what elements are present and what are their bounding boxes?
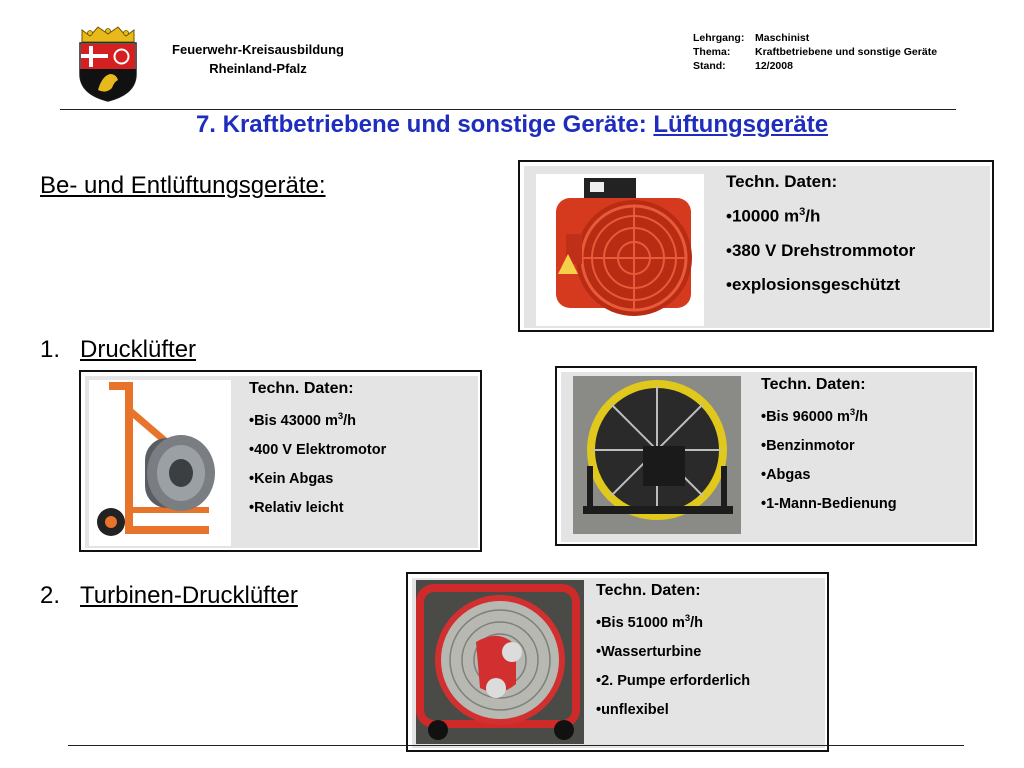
section-subheading: Be- und Entlüftungsgeräte: [40,172,326,199]
spec-item: •Kein Abgas [249,470,334,487]
spec-list [596,582,750,731]
spec-heading: Techn. Daten: [726,172,838,191]
footer-divider [68,745,964,746]
spec-item: •Wasserturbine [596,643,702,660]
spec-box-explosion-proof [518,160,994,332]
list-label: Drucklüfter [80,336,197,363]
list-label: Turbinen-Drucklüfter [80,582,298,609]
spec-heading: Techn. Daten: [761,376,866,393]
spec-item: •400 V Elektromotor [249,441,387,458]
list-item-pressure-fan [40,336,196,364]
spec-item: •explosionsgeschützt [726,274,901,294]
spec-box-petrol-fan [555,366,977,546]
rheinland-pfalz-crest-icon [76,24,140,102]
meta-key: Stand: [693,60,726,72]
spec-item: •unflexibel [596,701,669,718]
list-number: 2. [40,582,61,609]
spec-item: •10000 $m^3/h$ [726,206,821,226]
spec-list [726,172,915,309]
header-divider [60,109,956,110]
spec-heading: Techn. Daten: [249,380,354,397]
spec-item: •Relativ leicht [249,499,344,516]
spec-item: •1-Mann-Bedienung [761,495,897,512]
list-item-turbine-fan [40,582,298,610]
meta-row-course [693,31,937,45]
turbine-fan-photo [416,580,584,744]
spec-item: •2. Pumpe erforderlich [596,672,751,689]
list-number: 1. [40,336,61,363]
spec-item: •Benzinmotor [761,437,855,454]
course-meta [693,31,937,73]
page-title-prefix: 7. Kraftbetriebene und sonstige Geräte: [195,111,654,138]
spec-heading: Techn. Daten: [596,582,701,599]
page-title-topic: Lüftungsgeräte [653,111,829,138]
spec-item: •Bis 96000 $m^3/h$ [761,406,869,425]
explosion-proof-fan-photo [536,174,704,326]
page-title [0,111,1024,139]
electric-fan-photo [89,380,231,546]
meta-value: Kraftbetriebene und sonstige Geräte [755,46,938,58]
spec-item: •Bis 51000 $m^3/h$ [596,612,704,631]
meta-row-date [693,59,937,73]
meta-value: 12/2008 [755,60,793,72]
organization-line-1: Feuerwehr-Kreisausbildung [172,42,344,57]
spec-item: •Bis 43000 $m^3/h$ [249,410,357,429]
spec-box-electric-fan [79,370,482,552]
organization-line-2: Rheinland-Pfalz [209,61,307,76]
spec-box-turbine-fan [406,572,829,752]
meta-key: Lehrgang: [693,32,745,44]
meta-value: Maschinist [755,32,810,44]
spec-item: •380 V Drehstrommotor [726,240,916,260]
organization-name [150,40,366,78]
spec-list [761,376,897,525]
meta-key: Thema: [693,46,731,58]
spec-item: •Abgas [761,466,811,483]
meta-row-topic [693,45,937,59]
petrol-fan-photo [573,376,741,534]
spec-list [249,380,386,529]
